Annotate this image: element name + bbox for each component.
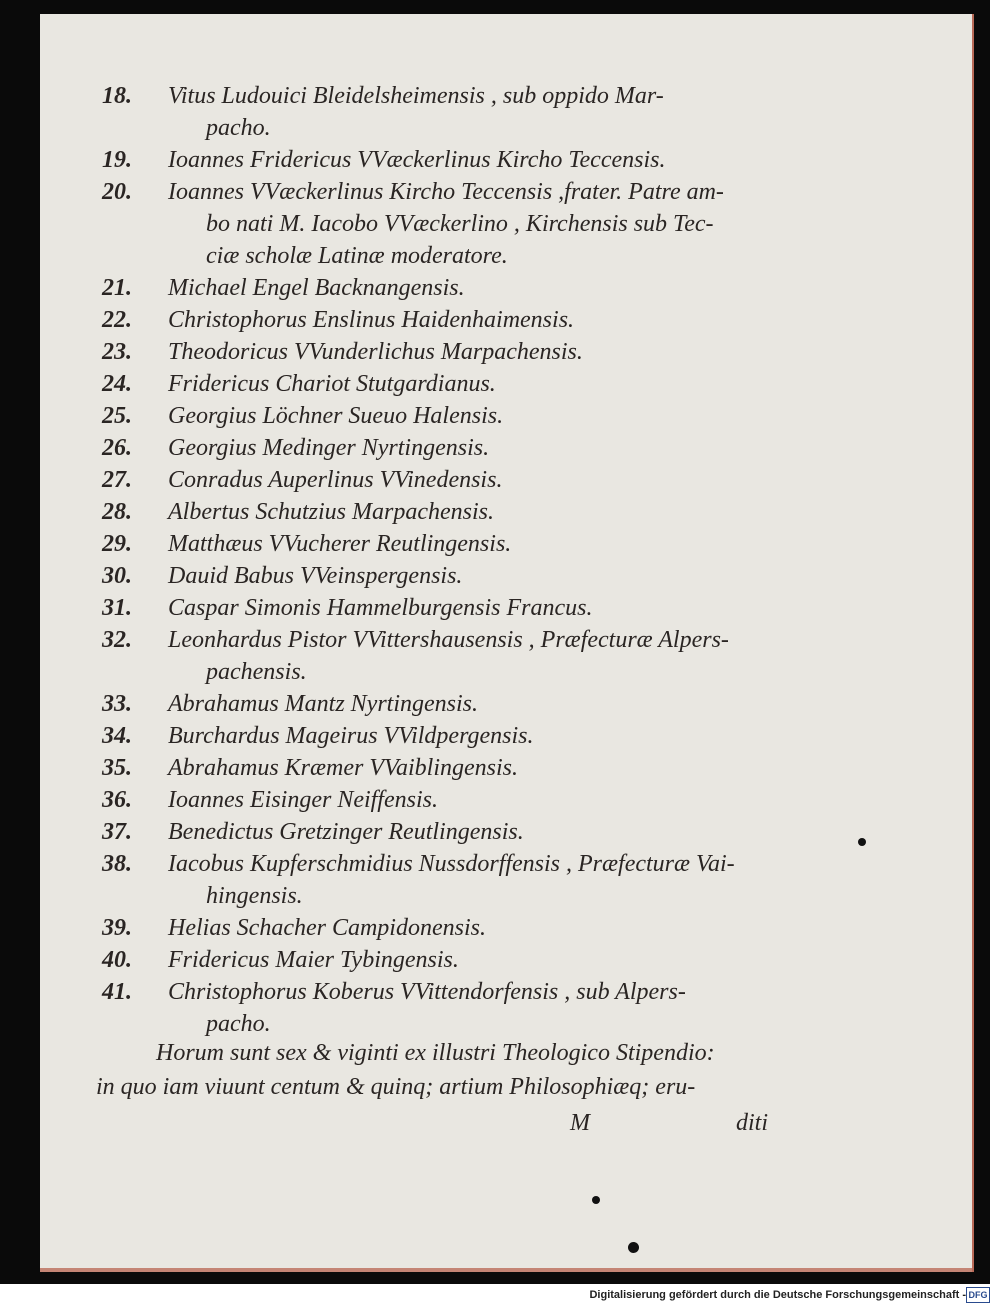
entry-number: 23. [102, 339, 132, 365]
entry-number: 38. [102, 851, 132, 877]
entry-number: 27. [102, 467, 132, 493]
entry-name: Abrahamus Mantz Nyrtingensis. [168, 691, 479, 717]
entry-number: 31. [102, 595, 132, 621]
entry-number: 37. [102, 819, 132, 845]
dfg-logo: DFG [966, 1287, 990, 1303]
entry-number: 33. [102, 691, 132, 717]
entry-number: 34. [102, 723, 132, 749]
entry-number: 18. [102, 83, 132, 109]
entry-name: Ioannes Eisinger Neiffensis. [168, 787, 438, 813]
entry-name: Abrahamus Kræmer VVaiblingensis. [168, 755, 519, 781]
entry-continuation: ciæ scholæ Latinæ moderatore. [206, 243, 508, 269]
entry-number: 32. [102, 627, 132, 653]
spot-mark [858, 838, 866, 846]
spot-mark [592, 1196, 600, 1204]
funding-notice: Digitalisierung gefördert durch die Deutsche Forschungsgemeinschaft - [589, 1289, 966, 1301]
entry-name: Christophorus Enslinus Haidenhaimensis. [168, 307, 575, 333]
signature-mark: M [570, 1110, 590, 1136]
entry-number: 24. [102, 371, 132, 397]
entry-number: 30. [102, 563, 132, 589]
catchword: diti [736, 1110, 769, 1136]
entry-name: Helias Schacher Campidonensis. [168, 915, 486, 941]
entry-number: 29. [102, 531, 132, 557]
entry-continuation: pacho. [206, 115, 271, 141]
spot-mark [628, 1242, 639, 1253]
entry-name: Georgius Medinger Nyrtingensis. [168, 435, 490, 461]
entry-number: 25. [102, 403, 132, 429]
entry-name: Benedictus Gretzinger Reutlingensis. [168, 819, 524, 845]
entry-number: 28. [102, 499, 132, 525]
entry-name: Leonhardus Pistor VVittershausensis , Præfecturæ Alpers- [168, 627, 729, 653]
entry-name: Fridericus Maier Tybingensis. [168, 947, 459, 973]
entry-continuation: pacho. [206, 1011, 271, 1037]
entry-name: Vitus Ludouici Bleidelsheimensis , sub oppido Mar- [168, 83, 664, 109]
entry-number: 19. [102, 147, 132, 173]
entry-name: Dauid Babus VVeinspergensis. [168, 563, 463, 589]
entry-name: Ioannes Fridericus VVæckerlinus Kircho Teccensis. [168, 147, 666, 173]
paragraph-line: in quo iam viuunt centum & quinq; artium Philosophiæq; eru- [96, 1074, 696, 1100]
entry-number: 20. [102, 179, 132, 205]
entry-number: 35. [102, 755, 132, 781]
book-page [40, 14, 974, 1272]
entry-continuation: bo nati M. Iacobo VVæckerlino , Kirchensis sub Tec- [206, 211, 714, 237]
entry-number: 26. [102, 435, 132, 461]
entry-number: 39. [102, 915, 132, 941]
entry-name: Theodoricus VVunderlichus Marpachensis. [168, 339, 583, 365]
entry-number: 40. [102, 947, 132, 973]
entry-name: Iacobus Kupferschmidius Nussdorffensis , Præfecturæ Vai- [168, 851, 735, 877]
entry-name: Ioannes VVæckerlinus Kircho Teccensis ,frater. Patre am- [168, 179, 724, 205]
entry-name: Christophorus Koberus VVittendorfensis , sub Alpers- [168, 979, 686, 1005]
entry-name: Michael Engel Backnangensis. [168, 275, 465, 301]
entry-name: Matthæus VVucherer Reutlingensis. [168, 531, 512, 557]
entry-name: Caspar Simonis Hammelburgensis Francus. [168, 595, 593, 621]
entry-number: 41. [102, 979, 132, 1005]
entry-number: 21. [102, 275, 132, 301]
entry-name: Fridericus Chariot Stutgardianus. [168, 371, 496, 397]
entry-name: Albertus Schutzius Marpachensis. [168, 499, 494, 525]
digitization-footer [0, 1284, 1000, 1307]
entry-continuation: hingensis. [206, 883, 303, 909]
entry-name: Conradus Auperlinus VVinedensis. [168, 467, 503, 493]
entry-number: 22. [102, 307, 132, 333]
entry-name: Burchardus Mageirus VVildpergensis. [168, 723, 534, 749]
entry-number: 36. [102, 787, 132, 813]
entry-continuation: pachensis. [206, 659, 307, 685]
page-text [40, 14, 972, 1272]
paragraph-line: Horum sunt sex & viginti ex illustri Theologico Stipendio: [156, 1040, 715, 1066]
entry-name: Georgius Löchner Sueuo Halensis. [168, 403, 504, 429]
